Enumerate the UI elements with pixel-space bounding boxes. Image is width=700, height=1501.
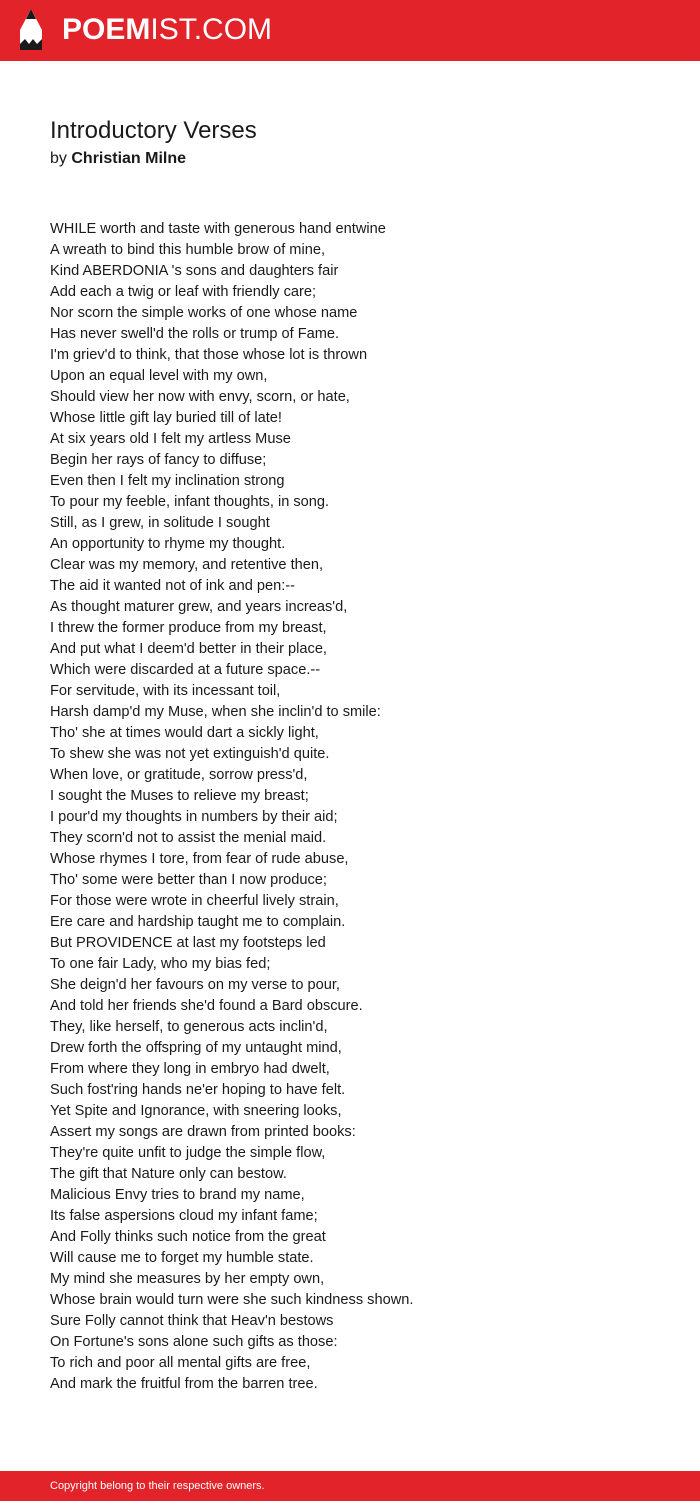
poem-line: Begin her rays of fancy to diffuse; [50,452,267,468]
brand-light-text: IST.COM [150,13,273,46]
poem-line: For those were wrote in cheerful lively strain, [50,893,339,909]
poem-line: As thought maturer grew, and years increas'd, [50,599,348,615]
poem-line: The gift that Nature only can bestow. [50,1166,287,1182]
poem-line: From where they long in embryo had dwelt, [50,1061,330,1077]
poem-line: Malicious Envy tries to brand my name, [50,1187,305,1203]
poem-line: Still, as I grew, in solitude I sought [50,515,270,531]
copyright-text: Copyright belong to their respective owners. [50,1480,265,1492]
poem-line: For servitude, with its incessant toil, [50,683,281,699]
poem-line: At six years old I felt my artless Muse [50,431,291,447]
poem-line: Such fost'ring hands ne'er hoping to have felt. [50,1082,346,1098]
poem-line: Kind ABERDONIA 's sons and daughters fair [50,263,339,279]
pencil-icon[interactable] [18,8,44,57]
brand-bold-text: POEM [62,13,151,46]
poem-line: An opportunity to rhyme my thought. [50,536,286,552]
poem-line: Whose little gift lay buried till of late! [50,410,282,426]
poem-line: To rich and poor all mental gifts are free, [50,1355,311,1371]
poem-line: And told her friends she'd found a Bard obscure. [50,998,363,1014]
poem-line: Sure Folly cannot think that Heav'n bestows [50,1313,334,1329]
poem-line: Upon an equal level with my own, [50,368,268,384]
by-label: by [50,150,67,167]
poem-title: Introductory Verses [50,117,257,144]
poem-line: And Folly thinks such notice from the great [50,1229,326,1245]
poem-line: They, like herself, to generous acts inclin'd, [50,1019,328,1035]
poem-line: Which were discarded at a future space.-- [50,662,321,678]
poem-line: Add each a twig or leaf with friendly care; [50,284,317,300]
author-name: Christian Milne [71,150,187,167]
poem-line: I'm griev'd to think, that those whose lot is thrown [50,347,368,363]
poem-line: To pour my feeble, infant thoughts, in song. [50,494,330,510]
poem-line: I pour'd my thoughts in numbers by their aid; [50,809,338,825]
byline [50,149,186,169]
poem-line: Harsh damp'd my Muse, when she inclin'd to smile: [50,704,381,720]
poem-line: A wreath to bind this humble brow of mine, [50,242,325,258]
site-header [0,0,700,61]
poem-line: She deign'd her favours on my verse to pour, [50,977,340,993]
poem-line: But PROVIDENCE at last my footsteps led [50,935,326,951]
poem-line: My mind she measures by her empty own, [50,1271,325,1287]
site-footer [0,1471,700,1501]
poem-line: Tho' some were better than I now produce; [50,872,327,888]
poem-line: Should view her now with envy, scorn, or hate, [50,389,350,405]
site-logo-text[interactable] [62,13,272,47]
poem-line: Tho' she at times would dart a sickly light, [50,725,319,741]
poem-line: And mark the fruitful from the barren tree. [50,1376,318,1392]
poem-line: WHILE worth and taste with generous hand entwine [50,221,386,237]
poem-line: Whose brain would turn were she such kindness shown. [50,1292,414,1308]
poem-line: Even then I felt my inclination strong [50,473,285,489]
poem-line: Will cause me to forget my humble state. [50,1250,314,1266]
poem-line: Assert my songs are drawn from printed books: [50,1124,356,1140]
poem-line: Whose rhymes I tore, from fear of rude abuse, [50,851,349,867]
poem-line: Drew forth the offspring of my untaught mind, [50,1040,342,1056]
poem-line: Yet Spite and Ignorance, with sneering looks, [50,1103,342,1119]
poem-line: Its false aspersions cloud my infant fame; [50,1208,318,1224]
poem-line: The aid it wanted not of ink and pen:-- [50,578,296,594]
poem-line: When love, or gratitude, sorrow press'd, [50,767,308,783]
poem-line: They scorn'd not to assist the menial maid. [50,830,327,846]
poem-line: Has never swell'd the rolls or trump of Fame. [50,326,340,342]
poem-line: To one fair Lady, who my bias fed; [50,956,271,972]
poem-line: They're quite unfit to judge the simple flow, [50,1145,326,1161]
poem-line: On Fortune's sons alone such gifts as those: [50,1334,338,1350]
poem-line: And put what I deem'd better in their place, [50,641,327,657]
poem-line: Clear was my memory, and retentive then, [50,557,324,573]
poem-line: Ere care and hardship taught me to complain. [50,914,346,930]
poem-body [50,219,670,1395]
poem-line: I sought the Muses to relieve my breast; [50,788,309,804]
poem-line: To shew she was not yet extinguish'd quite. [50,746,330,762]
poem-line: Nor scorn the simple works of one whose name [50,305,358,321]
poem-line: I threw the former produce from my breast, [50,620,327,636]
